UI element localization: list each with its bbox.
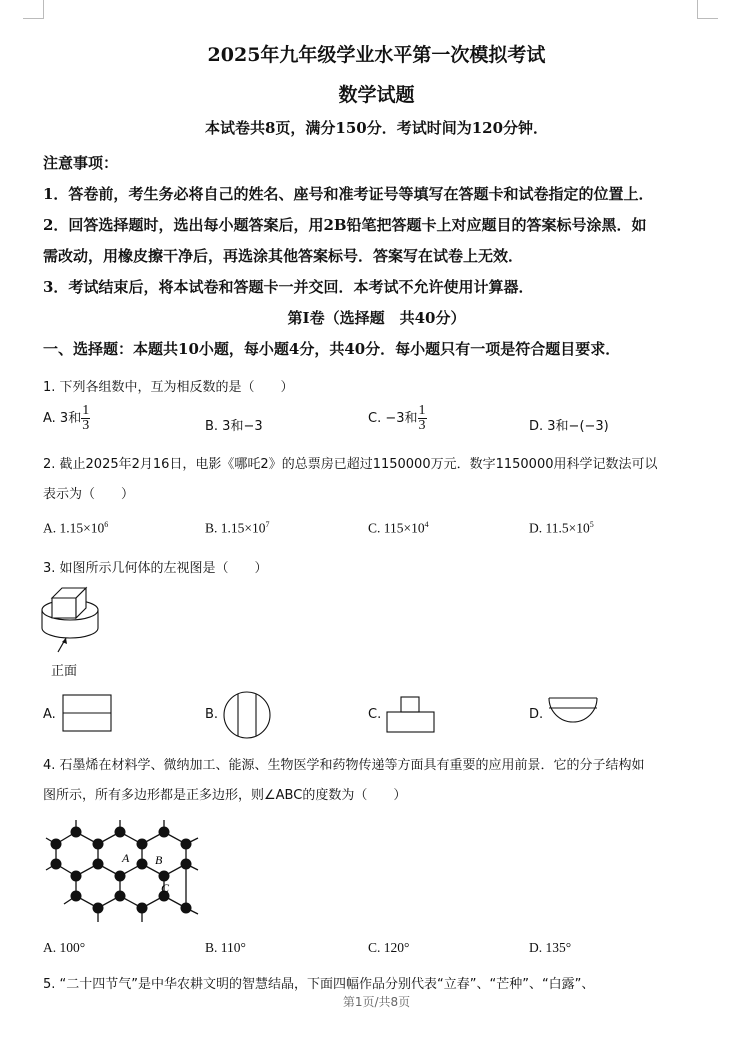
q1-option-c [368, 404, 427, 433]
q3-option-c-label: C. [368, 707, 382, 722]
fraction-numerator: 1 [418, 403, 426, 418]
q4-option-d: D. 135° [529, 940, 572, 955]
point-c-label: C [161, 881, 170, 895]
q4-option-c: C. 120° [368, 940, 410, 955]
solid-figure [40, 582, 110, 654]
q1-option-a-prefix: A. 3和 [43, 411, 82, 426]
note-item: 1．答卷前，考生务必将自己的姓名、座号和准考证号等填写在答题卡和试卷指定的位置上． [43, 185, 654, 203]
q2-option-d-exponent: 5 [589, 520, 594, 529]
q2-option-c-exponent: 4 [424, 520, 429, 529]
q3-option-d-figure [548, 696, 600, 730]
q3-option-d-label: D. [529, 707, 544, 722]
question-2-stem-line2: 表示为（ ） [43, 487, 135, 502]
fraction-denominator: 3 [82, 418, 90, 433]
q2-option-a [43, 520, 108, 537]
q2-option-a-base: A. 1.15×10 [43, 520, 105, 536]
question-2-stem-line1: 2. 截止2025年2月16日，电影《哪吒2》的总票房已超过1150000万元．数字1150000用科学记数法可以 [43, 457, 658, 472]
note-item: 3．考试结束后，将本试卷和答题卡一并交回．本考试不允许使用计算器． [43, 278, 534, 296]
q1-option-d: D. 3和−(−3) [529, 419, 609, 434]
fraction-denominator: 3 [418, 418, 426, 433]
q3-option-b-figure [222, 690, 272, 740]
note-item: 需改动，用橡皮擦干净后，再选涂其他答案标号．答案写在试卷上无效． [43, 247, 524, 265]
q1-option-a [43, 404, 90, 433]
notes-heading: 注意事项： [43, 154, 119, 172]
page-footer: 第1页/共8页 [342, 995, 411, 1009]
q3-option-a-figure [62, 694, 114, 734]
fraction-numerator: 1 [82, 403, 90, 418]
question-5-stem: 5. “二十四节气”是中华农耕文明的智慧结晶，下面四幅作品分别代表“立春”、“芒种”、“白露”、 [43, 977, 595, 992]
note-item: 2．回答选择题时，选出每小题答案后，用2B铅笔把答题卡上对应题目的答案标号涂黑．如 [43, 216, 647, 234]
question-3-stem: 3. 如图所示几何体的左视图是（ ） [43, 561, 268, 576]
q3-option-c-figure [386, 696, 436, 734]
q4-option-b: B. 110° [205, 940, 246, 955]
front-view-label: 正面 [51, 664, 78, 679]
q2-option-b [205, 520, 270, 537]
q3-option-b-label: B. [205, 707, 219, 722]
question-4-stem-line1: 4. 石墨烯在材料学、微纳加工、能源、生物医学和药物传递等方面具有重要的应用前景．它的分子结构如 [43, 758, 645, 773]
section-instruction: 一、选择题：本题共10小题，每小题4分，共40分．每小题只有一项是符合题目要求． [43, 340, 621, 358]
q2-option-c [368, 520, 429, 537]
exam-info: 本试卷共8页，满分150分．考试时间为120分钟． [204, 119, 549, 137]
q1-option-b: B. 3和−3 [205, 419, 263, 434]
fraction [81, 404, 90, 433]
exam-title: 2025年九年级学业水平第一次模拟考试 [207, 44, 546, 66]
fraction [418, 404, 427, 433]
point-b-label: B [155, 853, 163, 867]
q4-option-a: A. 100° [43, 940, 86, 955]
q2-option-b-exponent: 7 [265, 520, 270, 529]
crop-mark-top-left [23, 0, 44, 19]
q3-option-a-label: A. [43, 707, 56, 722]
crop-mark-top-right [697, 0, 718, 19]
section-title: 第Ⅰ卷（选择题 共40分） [287, 309, 466, 327]
exam-subject: 数学试题 [338, 84, 415, 106]
graphene-structure-figure [42, 812, 212, 930]
q2-option-d [529, 520, 594, 537]
point-a-label: A [122, 851, 130, 865]
q2-option-c-base: C. 115×10 [368, 520, 425, 536]
q2-option-d-base: D. 11.5×10 [529, 520, 590, 536]
q2-option-b-base: B. 1.15×10 [205, 520, 266, 536]
q2-option-a-exponent: 6 [104, 520, 109, 529]
question-4-stem-line2: 图所示，所有多边形都是正多边形，则∠ABC的度数为（ ） [43, 788, 407, 803]
q1-option-c-prefix: C. −3和 [368, 411, 418, 426]
question-1-stem: 1. 下列各组数中，互为相反数的是（ ） [43, 380, 294, 395]
